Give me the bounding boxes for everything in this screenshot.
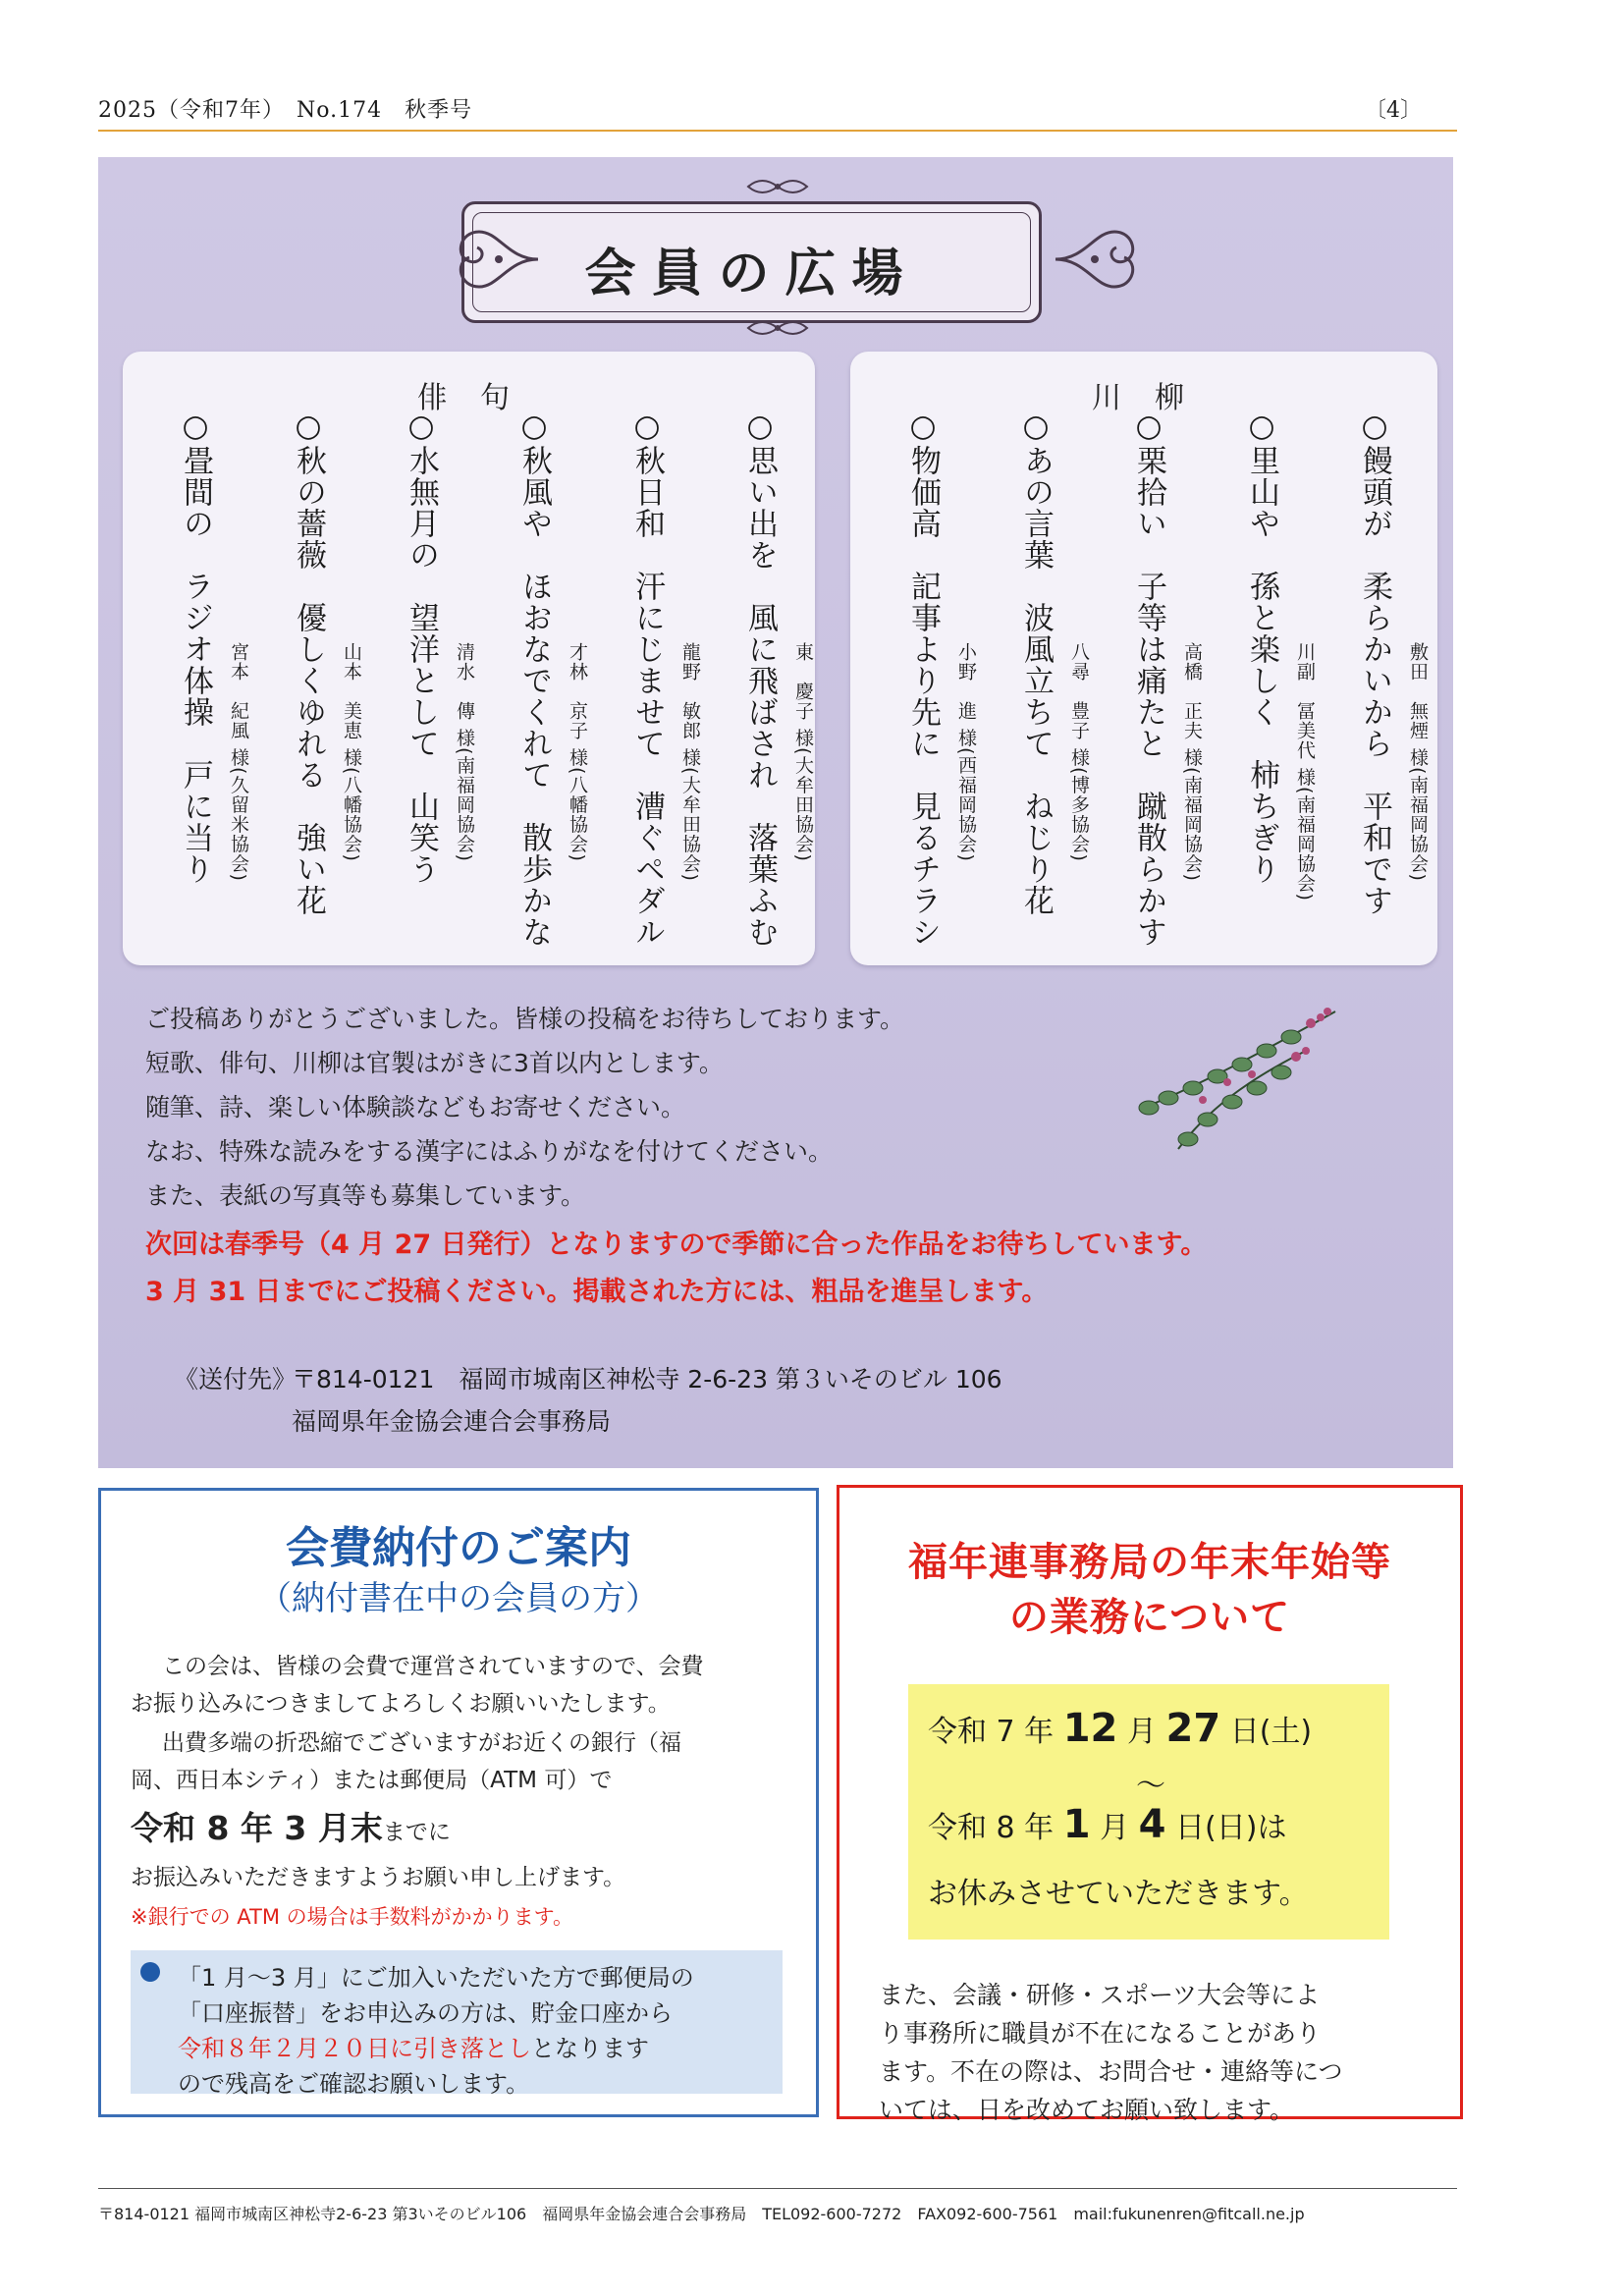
holiday-closed: お休みさせていただきます。 [928,1877,1309,1911]
poem-author: 才林 京子 様(八幡協会) [567,642,588,862]
poem-author: 宮本 紀風 様(久留米協会) [228,642,249,882]
notice-line: また、表紙の写真等も募集しています。 [145,1181,586,1210]
transfer-info-line: ので残高をご確認お願いします。 [178,2070,530,2098]
section-title: 会員の広場 [584,245,919,303]
office-note-line: また、会議・研修・スポーツ大会等によ [879,1981,1321,2009]
senryu-poem: ○饅頭が 柔らかいから 平和です 敷田 無煙 様(南福岡協会) [1357,409,1429,916]
haiku-poem: ○秋風や ほおなでくれて 散歩かな 才林 京子 様(八幡協会) [516,409,588,948]
office-title-line2: の業務について [1008,1595,1291,1640]
send-organization: 福岡県年金協会連合会事務局 [292,1407,612,1436]
header-rule [98,130,1457,132]
title-frame [461,201,1042,323]
scroll-ornament-left-icon [440,212,548,306]
poem-author: 東 慶子 様(大牟田協会) [792,642,814,862]
fee-deadline: 令和 8 年 3 月末までに [131,1809,451,1847]
senryu-label: 川柳 [1092,381,1217,415]
haiku-poem: ○畳間の ラジオ体操 戸に当り 宮本 紀風 様(久留米協会) [178,409,249,885]
footer-rule [98,2188,1457,2189]
poem-author: 山本 美恵 様(八幡協会) [341,642,362,862]
transfer-info-line: 「1 月～3 月」にご加入いただいた方で郵便局の [178,1964,694,1992]
fee-paragraph: お振り込みにつきましてよろしくお願いいたします。 [131,1691,671,1717]
poem-author: 敷田 無煙 様(南福岡協会) [1407,642,1429,882]
transfer-info-line: 令和８年２月２０日に引き落としとなります [178,2035,649,2062]
haiku-poem: ○秋日和 汗にじませて 漕ぐペダル 龍野 敏郎 様(大牟田協会) [629,409,701,948]
send-address: 〒814-0121 福岡市城南区神松寺 2-6-23 第３いそのビル 106 [292,1365,1002,1394]
poem-author: 龍野 敏郎 様(大牟田協会) [679,642,701,882]
atm-fee-note: ※銀行での ATM の場合は手数料がかかります。 [131,1905,573,1929]
next-issue-notice: 次回は春季号（4 月 27 日発行）となりますので季節に合った作品をお待ちしています。 [145,1230,1208,1260]
tilde: ～ [1136,1769,1165,1803]
office-note-line: いては、日を改めてお願い致します。 [879,2096,1295,2124]
office-note-line: り事務所に職員が不在になることがあり [879,2019,1322,2048]
notice-line: なお、特殊な読みをする漢字にはふりがなを付けてください。 [145,1137,834,1166]
fee-title: 会費納付のご案内 [286,1523,631,1573]
poem-author: 八尋 豊子 様(博多協会) [1068,642,1090,862]
senryu-poem: ○あの言葉 波風立ちて ねじり花 八尋 豊子 様(博多協会) [1018,409,1090,916]
deadline-notice: 3 月 31 日までにご投稿ください。掲載された方には、粗品を進呈します。 [145,1277,1049,1307]
haiku-poem: ○水無月の 望洋として 山笑う 清水 傳 様(南福岡協会) [404,409,475,885]
bullet-icon [140,1962,160,1982]
membership-fee-box [98,1488,819,2117]
poem-author: 清水 傳 様(南福岡協会) [454,642,475,862]
fee-paragraph: 岡、西日本シティ）または郵便局（ATM 可）で [131,1768,613,1793]
issue-header: 2025（令和7年） No.174 秋季号 [98,98,473,123]
holiday-start: 令和 7 年 12 月 27 日(土) [928,1706,1313,1751]
poem-author: 小野 進 様(西福岡協会) [955,642,977,862]
office-title-line1: 福年連事務局の年末年始等 [908,1540,1391,1585]
bush-clover-illustration-icon [1109,992,1355,1159]
poem-author: 川副 冨美代 様(南福岡協会) [1294,642,1316,902]
haiku-poem: ○秋の薔薇 優しくゆれる 強い花 山本 美恵 様(八幡協会) [291,409,362,916]
poem-author: 高橋 正夫 様(南福岡協会) [1181,642,1203,882]
notice-line: ご投稿ありがとうございました。皆様の投稿をお待ちしております。 [145,1005,905,1033]
office-note-line: ます。不在の際は、お問合せ・連絡等につ [879,2057,1343,2086]
ornament-top-icon [746,175,809,198]
senryu-poem: ○栗拾い 子等は痛たと 蹴散らかす 高橋 正夫 様(南福岡協会) [1131,409,1203,948]
holiday-period-panel [908,1684,1389,1940]
page-number: 〔4〕 [1365,98,1422,123]
fee-paragraph: 出費多端の折恐縮でございますがお近くの銀行（福 [162,1730,681,1756]
notice-line: 随筆、詩、楽しい体験談などもお寄せください。 [145,1093,686,1121]
fee-paragraph: この会は、皆様の会費で運営されていますので、会費 [162,1654,704,1679]
haiku-label: 俳句 [417,381,543,415]
senryu-box [850,352,1437,965]
haiku-poem: ○思い出を 風に飛ばされ 落葉ふむ 東 慶子 様(大牟田協会) [742,409,814,948]
footer-contact: 〒814-0121 福岡市城南区神松寺2-6-23 第3いそのビル106 福岡県年金協会連合会事務局 TEL092-600-7272 FAX092-600-7561 mail:fukunenren@fitcall.ne.jp [98,2205,1305,2223]
ornament-bottom-icon [746,316,809,340]
transfer-info-line: 「口座振替」をお申込みの方は、貯金口座から [178,1999,673,2027]
office-holiday-box [837,1485,1463,2124]
notice-line: 短歌、俳句、川柳は官製はがきに3首以内とします。 [145,1049,724,1077]
senryu-poem: ○物価高 記事より先に 見るチラシ 小野 進 様(西福岡協会) [905,409,977,948]
fee-paragraph: お振込みいただきますようお願い申し上げます。 [131,1865,626,1890]
senryu-poem: ○里山や 孫と楽しく 柿ちぎり 川副 冨美代 様(南福岡協会) [1244,409,1316,902]
fee-subtitle: （納付書在中の会員の方） [258,1579,659,1618]
holiday-end: 令和 8 年 1 月 4 日(日)は [928,1802,1287,1847]
send-label: 《送付先》 [174,1365,298,1394]
scroll-ornament-right-icon [1046,212,1154,306]
haiku-box [123,352,815,965]
